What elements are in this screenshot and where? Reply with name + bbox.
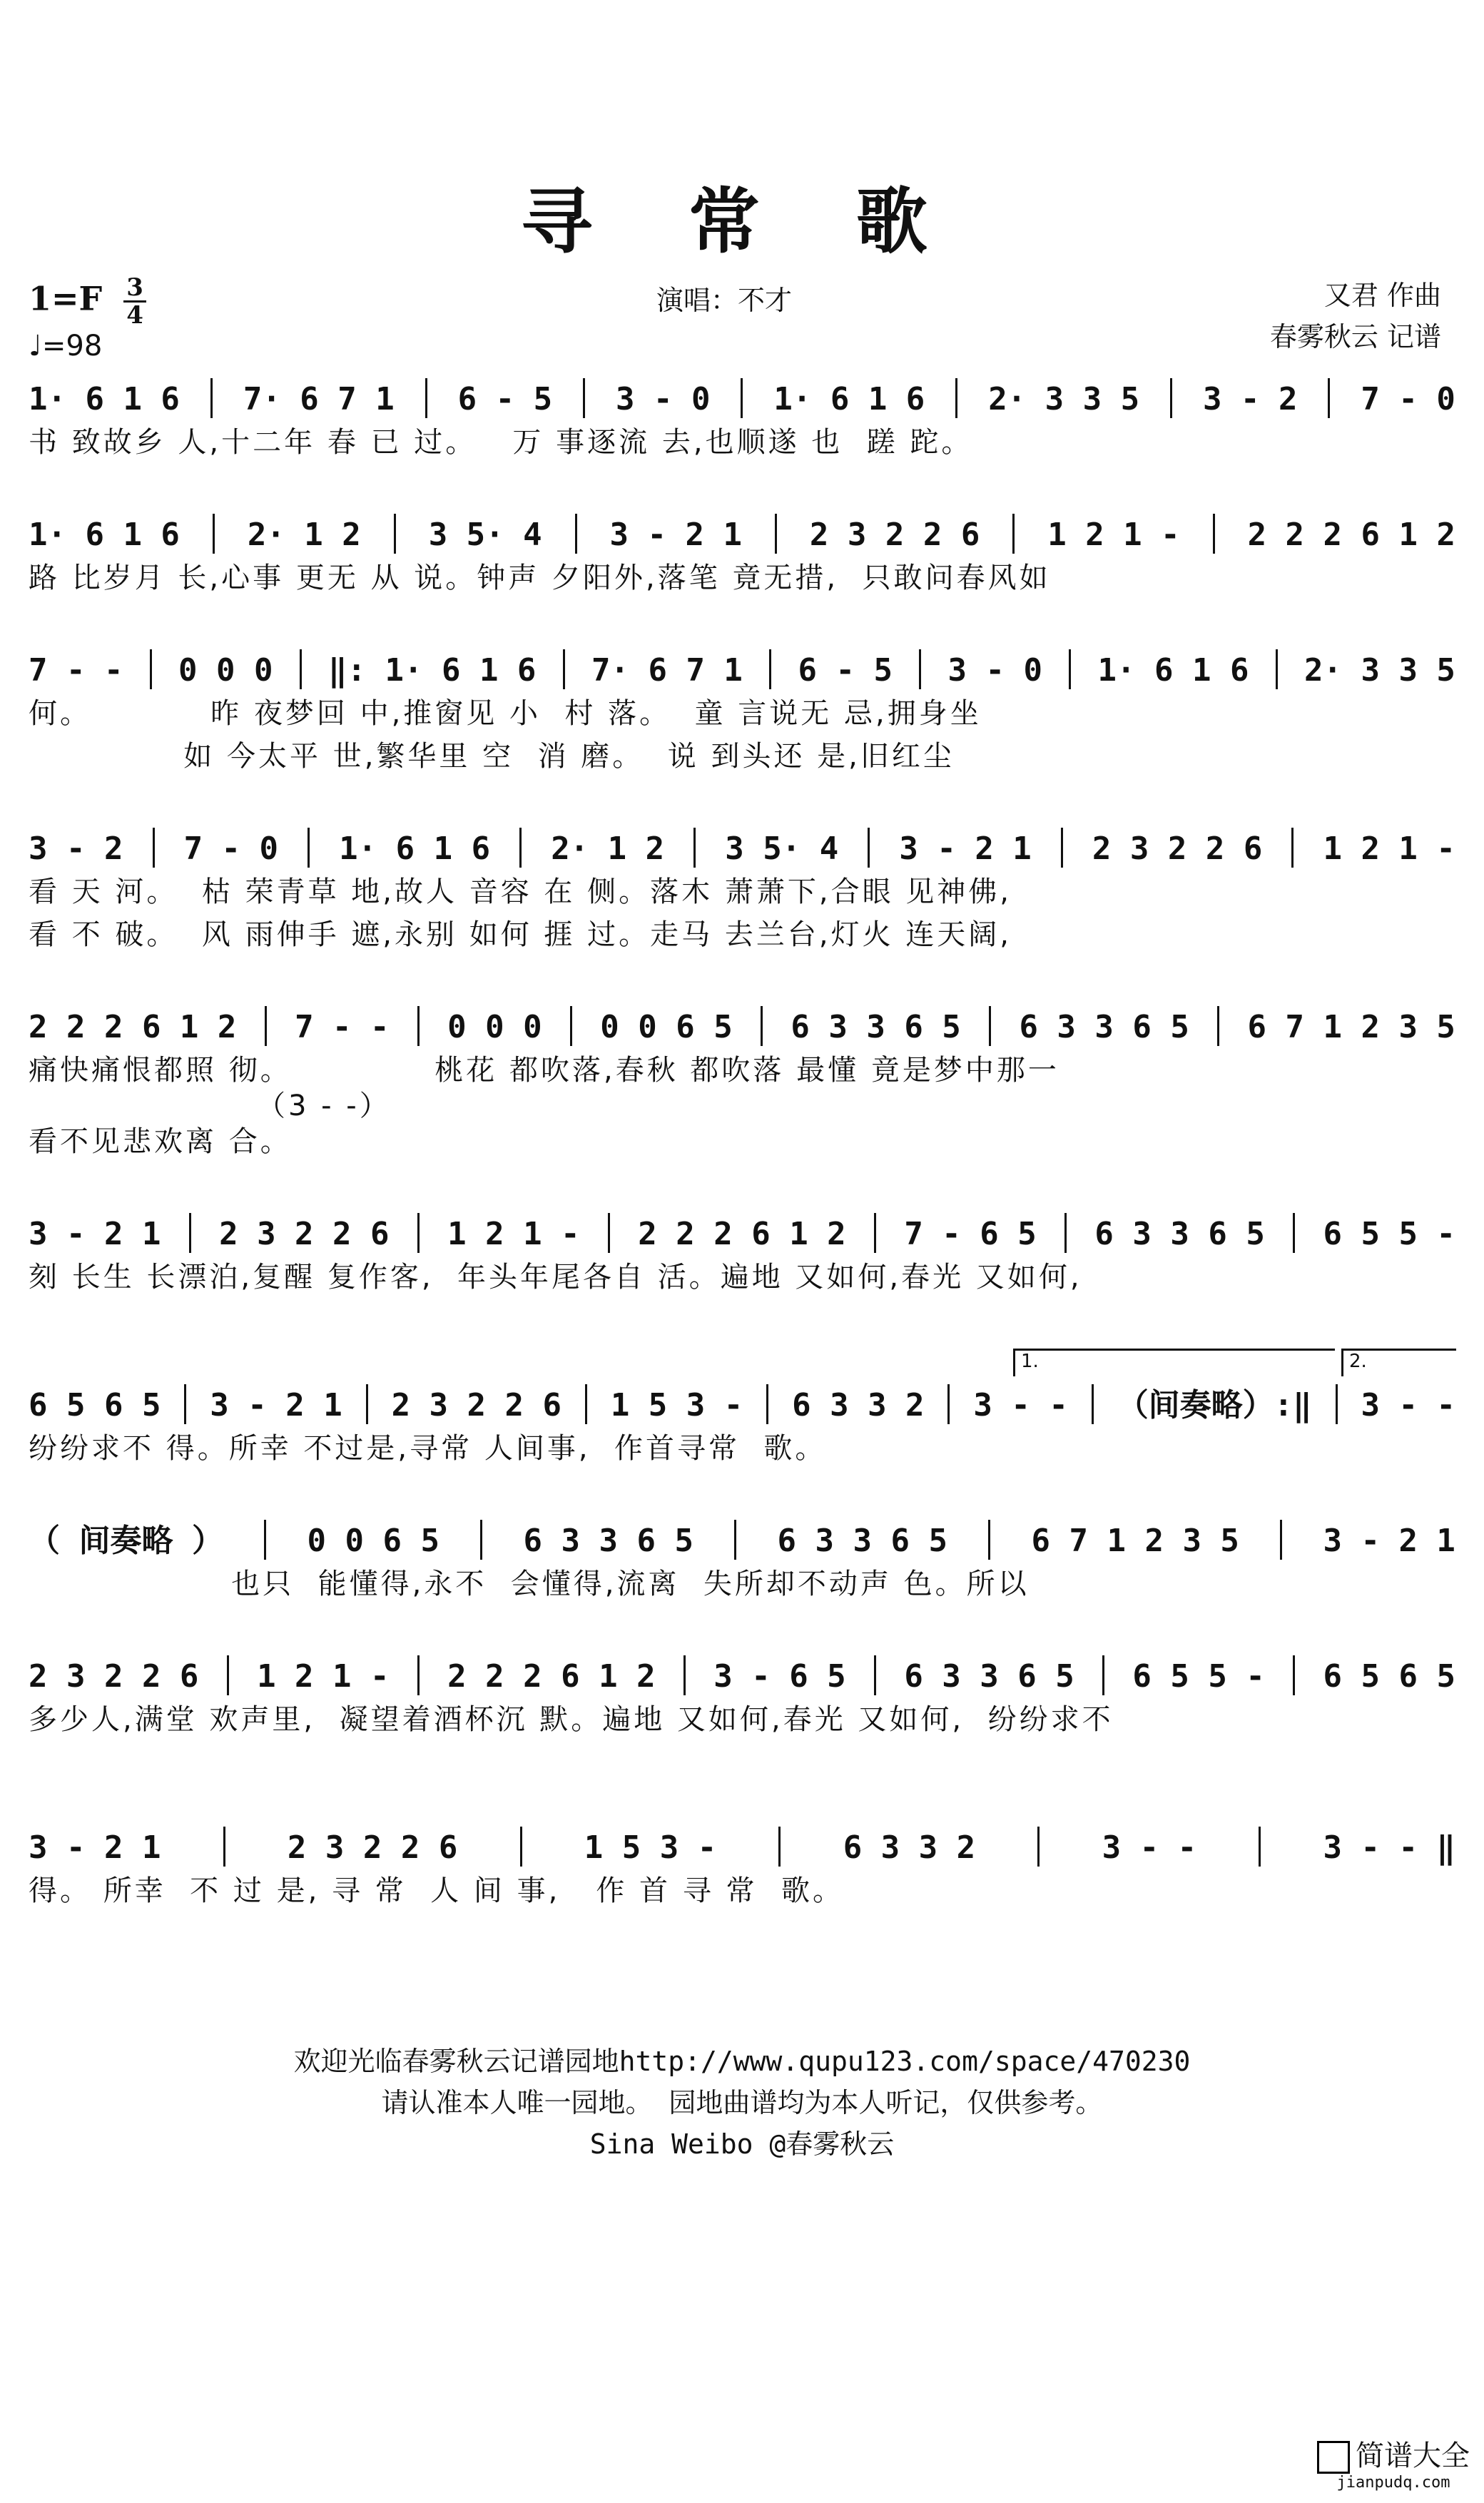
measure: 1· 6 1 6	[29, 381, 180, 417]
barline	[1293, 1213, 1295, 1253]
footer	[0, 2041, 1484, 2165]
barline	[189, 1213, 191, 1253]
measure: 2 3 2 2 6	[287, 1829, 458, 1866]
measure: 6 3 3 6 5	[904, 1658, 1074, 1695]
logo-name: 简谱大全	[1356, 2439, 1470, 2472]
measure: 1· 6 1 6	[773, 381, 925, 417]
score-row	[29, 649, 1455, 778]
measure: 0 0 0	[178, 652, 273, 689]
notes-line	[29, 828, 1455, 870]
barline	[1037, 1827, 1040, 1867]
measure: 2 3 2 2 6	[1092, 831, 1263, 867]
lyric-line: 书 致故乡 人,十二年 春 已 过。 万 事逐流 去,也顺遂 也 蹉 跎。	[29, 426, 973, 459]
score-row	[29, 1006, 1455, 1163]
barline	[583, 378, 585, 418]
barline	[766, 1384, 768, 1424]
measure: 3 - 2 1	[609, 517, 742, 553]
notes-line	[29, 1827, 1455, 1869]
barline	[1336, 1384, 1338, 1424]
lyric-line: 如 今太平 世,繁华里 空 消 磨。 说 到头还 是,旧红尘	[29, 740, 955, 773]
notes-line	[29, 1655, 1455, 1698]
score-row	[29, 1655, 1455, 1741]
barline	[585, 1384, 587, 1424]
barline	[868, 828, 870, 868]
notes-line	[29, 1520, 1455, 1563]
score-row	[29, 1213, 1455, 1299]
score-row	[29, 1351, 1455, 1470]
measure: 1 5 3 -	[584, 1829, 717, 1866]
measure: 2 2 2 6 1 2	[447, 1658, 656, 1695]
measure: 2 3 2 2 6	[391, 1387, 561, 1423]
measure: 6 - 5	[798, 652, 893, 689]
measure: 2 3 2 2 6	[809, 517, 980, 553]
measure: 3 - 2 1	[1323, 1523, 1455, 1559]
measure: 3 - 2	[29, 831, 123, 867]
score-row	[29, 378, 1455, 464]
barline	[874, 1655, 876, 1695]
barline	[955, 378, 957, 418]
barline	[1259, 1827, 1261, 1867]
barline	[734, 1520, 736, 1560]
barline	[1061, 828, 1063, 868]
score-row	[29, 1827, 1455, 1912]
measure: 2· 3 3 5	[1304, 652, 1455, 689]
time-signature	[123, 275, 146, 328]
measure: 6 7 1 2 3 5	[1247, 1009, 1455, 1045]
measure: 2 3 2 2 6	[29, 1658, 199, 1695]
time-bottom: 4	[126, 301, 143, 330]
measure: 6 7 1 2 3 5	[1031, 1523, 1239, 1559]
measure: 3 - 0	[616, 381, 711, 417]
barline	[778, 1827, 781, 1867]
lyric-line: 也只 能懂得,永不 会懂得,流离 失所却不动声 色。所以	[29, 1568, 1030, 1600]
lyric-line: 看不见悲欢离 合。	[29, 1125, 292, 1158]
piano-icon	[1317, 2441, 1350, 2474]
barline	[1092, 1384, 1094, 1424]
measure: （间奏略）:‖	[1117, 1387, 1312, 1423]
logo-url: jianpudq.com	[1336, 2474, 1450, 2492]
notes-line	[29, 514, 1455, 557]
measure: 3 - 2 1	[29, 1829, 161, 1866]
measure: 6 3 3 6 5	[523, 1523, 693, 1559]
barline	[264, 1520, 266, 1560]
barline	[519, 828, 522, 868]
barline	[761, 1006, 763, 1046]
lyric-line: 路 比岁月 长,心事 更无 从 说。钟声 夕阳外,落笔 竟无措, 只敢问春风如	[29, 562, 1051, 594]
measure: 7 - 0	[1361, 381, 1455, 417]
lyric-line: 看 不 破。 风 雨伸手 遮,永别 如何 捱 过。走马 去兰台,灯火 连天阔,	[29, 918, 1012, 951]
barline	[988, 1520, 990, 1560]
measure: 2 2 2 6 1 2	[638, 1216, 846, 1252]
barline	[480, 1520, 482, 1560]
measure: 3 - 2	[1203, 381, 1298, 417]
measure: 1 5 3 -	[610, 1387, 743, 1423]
lyric-line: 多少人,满堂 欢声里, 凝望着酒杯沉 默。遍地 又如何,春光 又如何, 纷纷求不	[29, 1703, 1114, 1736]
measure: 6 3 3 2	[792, 1387, 925, 1423]
lyric-line: 纷纷求不 得。所幸 不过是,寻常 人间事, 作首寻常 歌。	[29, 1432, 827, 1465]
barline	[1291, 828, 1294, 868]
measure: 1 2 1 -	[257, 1658, 390, 1695]
measure: 3 - 6 5	[713, 1658, 846, 1695]
barline	[417, 1655, 420, 1695]
barline	[227, 1655, 229, 1695]
barline	[184, 1384, 186, 1424]
measure: 7 - 6 5	[904, 1216, 1037, 1252]
measure: 0 0 0	[447, 1009, 542, 1045]
measure: 1 2 1 -	[1047, 517, 1180, 553]
score-row	[29, 514, 1455, 599]
barline	[1293, 1655, 1295, 1695]
volta-second-ending: 2.	[1341, 1349, 1456, 1376]
barline	[919, 649, 921, 689]
barline	[775, 514, 777, 554]
barline	[683, 1655, 686, 1695]
measure: 3 - 2 1	[210, 1387, 342, 1423]
barline	[417, 1006, 420, 1046]
lyric-line: 看 天 河。 枯 荣青草 地,故人 音容 在 侧。落木 萧萧下,合眼 见神佛,	[29, 875, 1012, 908]
barline	[563, 649, 565, 689]
tempo-mark: ♩=98	[29, 330, 103, 362]
measure: 3 - -	[1361, 1387, 1455, 1423]
barline	[947, 1384, 950, 1424]
measure: ‖: 1· 6 1 6	[328, 652, 537, 689]
alt-notes: （3 - -）	[257, 1090, 391, 1122]
transcriber-credit: 春雾秋云 记谱	[1269, 321, 1441, 352]
measure: 1 2 1 -	[447, 1216, 580, 1252]
notes-line	[29, 1213, 1455, 1256]
lyric-line: 痛快痛恨都照 彻。 桃花 都吹落,春秋 都吹落 最懂 竟是梦中那一	[29, 1054, 1059, 1087]
barline	[989, 1006, 991, 1046]
measure: 7· 6 7 1	[243, 381, 395, 417]
barline	[150, 649, 152, 689]
measure: 7· 6 7 1	[591, 652, 743, 689]
measure: 7 - 0	[183, 831, 279, 867]
measure: （ 间奏略 ）	[29, 1523, 223, 1559]
measure: 2 3 2 2 6	[219, 1216, 390, 1252]
barline	[265, 1006, 267, 1046]
footer-line[interactable]: 欢迎光临春雾秋云记谱园地http://www.qupu123.com/space/470230	[293, 2046, 1191, 2077]
notes-line	[29, 649, 1455, 692]
measure: 2· 1 2	[247, 517, 361, 553]
barline	[300, 649, 302, 689]
lyric-line: 何。 昨 夜梦回 中,推窗见 小 村 落。 童 言说无 忌,拥身坐	[29, 697, 982, 730]
barline	[874, 1213, 876, 1253]
barline	[1069, 649, 1071, 689]
barline	[417, 1213, 420, 1253]
barline	[570, 1006, 572, 1046]
measure: 1 2 1 -	[1323, 831, 1455, 867]
measure: 6 3 3 2	[843, 1829, 976, 1866]
measure: 3 - -	[1102, 1829, 1197, 1866]
measure: 1· 6 1 6	[1097, 652, 1249, 689]
barline	[520, 1827, 522, 1867]
barline	[366, 1384, 368, 1424]
barline	[1012, 514, 1015, 554]
barline	[769, 649, 771, 689]
lyric-line: 得。 所幸 不 过 是, 寻 常 人 间 事, 作 首 寻 常 歌。	[29, 1874, 845, 1907]
measure: 6 5 5 -	[1323, 1216, 1455, 1252]
measure: 6 5 6 5	[1323, 1658, 1455, 1695]
notes-line	[29, 1384, 1455, 1427]
barline	[575, 514, 577, 554]
barline	[223, 1827, 225, 1867]
measure: 2· 1 2	[551, 831, 665, 867]
measure: 3 5· 4	[725, 831, 839, 867]
time-top: 3	[123, 275, 146, 303]
measure: 6 3 3 6 5	[1094, 1216, 1265, 1252]
measure: 2 2 2 6 1 2	[29, 1009, 237, 1045]
barline	[1280, 1520, 1282, 1560]
footer-line: 请认准本人唯一园地。 园地曲谱均为本人听记，仅供参考。	[381, 2087, 1103, 2118]
measure: 6 3 3 6 5	[791, 1009, 961, 1045]
barline	[425, 378, 427, 418]
barline	[394, 514, 396, 554]
key-signature	[29, 275, 146, 328]
page-title: 寻 常 歌	[521, 179, 963, 263]
measure: 3 - -	[973, 1387, 1068, 1423]
measure: 6 3 3 6 5	[1019, 1009, 1189, 1045]
measure: 3 - - ‖	[1323, 1829, 1455, 1866]
barline	[608, 1213, 610, 1253]
barline	[1213, 514, 1215, 554]
barline	[210, 378, 213, 418]
barline	[1276, 649, 1278, 689]
barline	[308, 828, 310, 868]
credits	[1270, 275, 1441, 357]
barline	[1102, 1655, 1104, 1695]
measure: 0 0 6 5	[307, 1523, 439, 1559]
barline	[1064, 1213, 1067, 1253]
score-row	[29, 1520, 1455, 1605]
notes-line	[29, 1006, 1455, 1049]
measure: 7 - -	[29, 652, 123, 689]
footer-line: Sina Weibo @春雾秋云	[589, 2128, 895, 2160]
measure: 3 5· 4	[428, 517, 542, 553]
barline	[1217, 1006, 1219, 1046]
measure: 6 5 6 5	[29, 1387, 161, 1423]
measure: 7 - -	[295, 1009, 390, 1045]
measure: 0 0 6 5	[600, 1009, 733, 1045]
notes-line	[29, 378, 1455, 421]
barline	[1328, 378, 1330, 418]
measure: 3 - 2 1	[899, 831, 1032, 867]
barline	[1170, 378, 1172, 418]
measure: 3 - 0	[947, 652, 1042, 689]
score-row	[29, 828, 1455, 956]
measure: 6 - 5	[457, 381, 553, 417]
composer-credit: 又君 作曲	[1323, 280, 1441, 311]
volta-first-ending: 1.	[1013, 1349, 1335, 1376]
measure: 3 - 2 1	[29, 1216, 161, 1252]
barline	[741, 378, 743, 418]
measure: 1· 6 1 6	[339, 831, 491, 867]
measure: 6 5 5 -	[1132, 1658, 1265, 1695]
lyric-line: 刻 长生 长漂泊,复醒 复作客, 年头年尾各自 活。遍地 又如何,春光 又如何,	[29, 1261, 1082, 1294]
measure: 2· 3 3 5	[988, 381, 1140, 417]
measure: 2 2 2 6 1 2	[1247, 517, 1455, 553]
barline	[213, 514, 215, 554]
barline	[693, 828, 696, 868]
key-label: 1=F	[29, 279, 103, 318]
measure: 6 3 3 6 5	[777, 1523, 947, 1559]
measure: 1· 6 1 6	[29, 517, 180, 553]
singer-credit: 演唱：不才	[656, 285, 793, 316]
site-logo	[1317, 2433, 1470, 2492]
barline	[153, 828, 155, 868]
